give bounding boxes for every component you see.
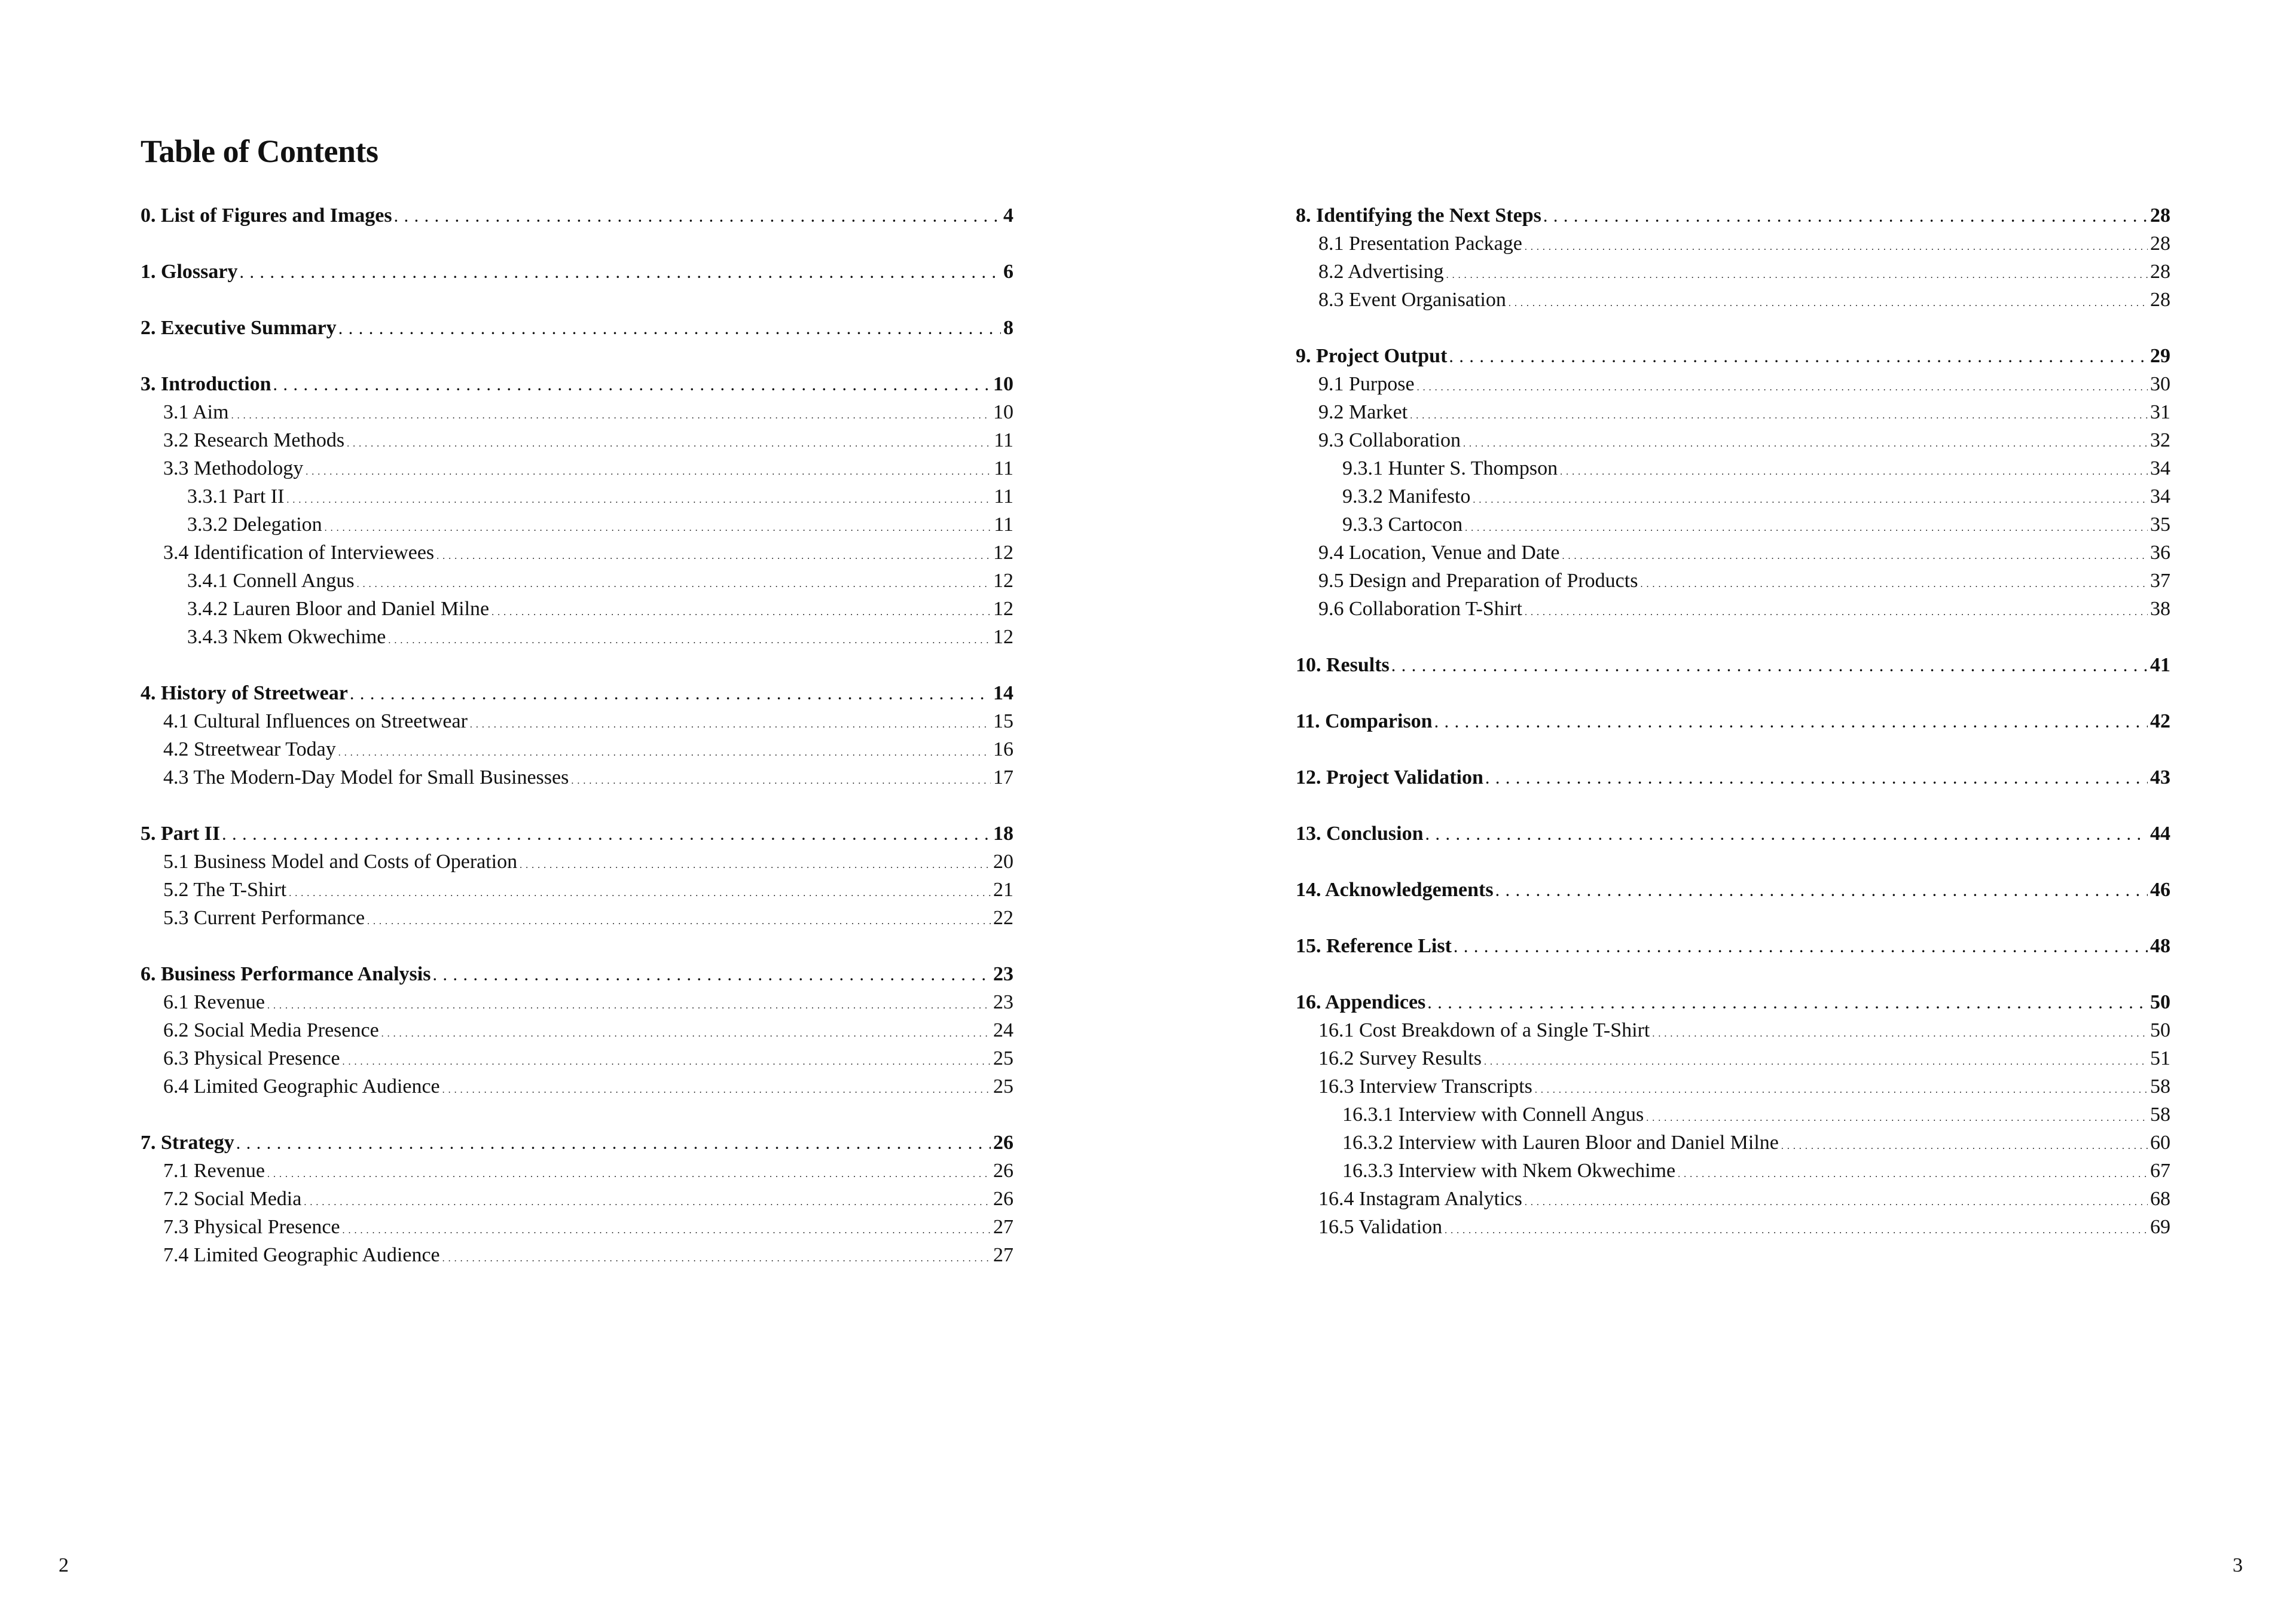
toc-section (1296, 876, 2170, 904)
toc-entry-label: 3.2 Research Methods (163, 429, 345, 451)
toc-entry-page: 58 (2150, 1104, 2170, 1126)
dot-leader (1428, 988, 2148, 1018)
toc-entry-label: 3.4.1 Connell Angus (187, 570, 355, 592)
toc-entry-page: 25 (993, 1075, 1013, 1098)
dot-leader (1781, 1129, 2148, 1160)
dot-leader (1465, 511, 2148, 542)
toc-entry-page: 27 (993, 1244, 1013, 1266)
toc-entry[interactable] (1296, 1185, 2170, 1213)
dot-leader (306, 454, 991, 486)
dot-leader (1544, 201, 2148, 231)
dot-leader (395, 201, 1001, 231)
toc-entry-page: 28 (2150, 233, 2170, 255)
dot-leader (1486, 763, 2148, 793)
toc-entry[interactable] (141, 1241, 1013, 1269)
toc-entry[interactable] (141, 454, 1013, 482)
toc-entry[interactable] (141, 735, 1013, 763)
toc-entry[interactable] (1296, 482, 2170, 511)
toc-entry-page: 22 (993, 907, 1013, 929)
toc-entry[interactable] (141, 539, 1013, 567)
toc-entry-label: 13. Conclusion (1296, 823, 1424, 845)
toc-entry[interactable] (141, 314, 1013, 342)
toc-section (1296, 932, 2170, 960)
toc-entry-page: 34 (2150, 485, 2170, 508)
dot-leader (304, 1185, 991, 1217)
dot-leader (1417, 370, 2148, 402)
dot-leader (1535, 1072, 2148, 1104)
toc-entry-label: 7. Strategy (141, 1132, 234, 1154)
toc-entry-label: 0. List of Figures and Images (141, 204, 392, 227)
dot-leader (1496, 876, 2148, 906)
toc-entry-label: 7.1 Revenue (163, 1160, 265, 1182)
toc-entry-page: 12 (993, 570, 1013, 592)
toc-entry[interactable] (141, 904, 1013, 932)
toc-entry-label: 3.4.3 Nkem Okwechime (187, 626, 386, 648)
dot-leader (436, 539, 991, 570)
dot-leader (1509, 286, 2148, 317)
dot-leader (1562, 539, 2148, 570)
toc-entry-page: 24 (993, 1019, 1013, 1041)
toc-entry-label: 6.1 Revenue (163, 991, 265, 1013)
toc-entry-page: 17 (993, 766, 1013, 788)
toc-entry[interactable] (141, 848, 1013, 876)
toc-entry-page: 12 (993, 626, 1013, 648)
toc-entry-label: 6.3 Physical Presence (163, 1047, 340, 1069)
dot-leader (347, 426, 991, 458)
toc-entry-label: 7.3 Physical Presence (163, 1216, 340, 1238)
toc-entry-page: 44 (2150, 823, 2170, 845)
toc-entry[interactable] (141, 201, 1013, 230)
toc-entry-label: 6.2 Social Media Presence (163, 1019, 379, 1041)
toc-entry-page: 25 (993, 1047, 1013, 1069)
toc-section (141, 960, 1013, 1101)
toc-entry-page: 43 (2150, 766, 2170, 788)
dot-leader (339, 314, 1001, 344)
dot-leader (286, 482, 991, 514)
toc-entry-page: 32 (2150, 429, 2170, 451)
dot-leader (1525, 230, 2148, 261)
dot-leader (388, 623, 991, 655)
toc-entry-label: 15. Reference List (1296, 935, 1452, 957)
dot-leader (1445, 1213, 2148, 1245)
toc-entry-label: 9.4 Location, Venue and Date (1318, 542, 1560, 564)
toc-entry-label: 16. Appendices (1296, 991, 1426, 1013)
toc-entry-page: 12 (993, 598, 1013, 620)
page-number-right: 3 (2233, 1554, 2243, 1576)
toc-entry-page: 51 (2150, 1047, 2170, 1069)
toc-entry-label: 9.3.3 Cartocon (1342, 514, 1463, 536)
toc-entry[interactable] (1296, 1044, 2170, 1072)
dot-leader (1446, 258, 2148, 289)
dot-leader (442, 1241, 991, 1273)
toc-entry[interactable] (141, 482, 1013, 511)
toc-entry-label: 9.3.2 Manifesto (1342, 485, 1471, 508)
toc-entry-label: 3.3.1 Part II (187, 485, 285, 508)
toc-entry[interactable] (141, 426, 1013, 454)
toc-section (141, 370, 1013, 651)
toc-entry-page: 11 (994, 514, 1013, 536)
dot-leader (1473, 482, 2148, 514)
toc-entry[interactable] (1296, 1157, 2170, 1185)
toc-entry[interactable] (141, 511, 1013, 539)
toc-entry-page: 67 (2150, 1160, 2170, 1182)
toc-entry[interactable] (1296, 651, 2170, 679)
toc-entry-page: 50 (2150, 991, 2170, 1013)
page-title: Table of Contents (141, 133, 378, 169)
toc-entry-page: 18 (993, 823, 1013, 845)
dot-leader (1410, 398, 2148, 430)
dot-leader (442, 1072, 991, 1104)
toc-entry-label: 7.2 Social Media (163, 1188, 302, 1210)
toc-entry-label: 1. Glossary (141, 261, 238, 283)
dot-leader (571, 763, 991, 795)
toc-entry[interactable] (1296, 707, 2170, 735)
toc-entry-page: 41 (2150, 654, 2170, 676)
dot-leader (343, 1044, 991, 1076)
toc-entry[interactable] (141, 679, 1013, 707)
dot-leader (1525, 595, 2148, 626)
toc-entry-label: 12. Project Validation (1296, 766, 1483, 788)
toc-entry[interactable] (141, 370, 1013, 398)
toc-entry-page: 30 (2150, 373, 2170, 395)
toc-entry-page: 23 (993, 963, 1013, 985)
toc-section (141, 201, 1013, 230)
toc-entry-page: 28 (2150, 204, 2170, 227)
dot-leader (343, 1213, 991, 1245)
toc-entry[interactable] (141, 876, 1013, 904)
toc-entry[interactable] (141, 595, 1013, 623)
toc-entry[interactable] (141, 1072, 1013, 1101)
toc-entry-page: 11 (994, 457, 1013, 479)
toc-entry[interactable] (1296, 988, 2170, 1016)
toc-entry-page: 4 (1003, 204, 1013, 227)
toc-entry-label: 9.3.1 Hunter S. Thompson (1342, 457, 1558, 479)
toc-entry[interactable] (1296, 342, 2170, 370)
toc-entry-page: 37 (2150, 570, 2170, 592)
toc-entry[interactable] (141, 763, 1013, 791)
dot-leader (1435, 707, 2148, 737)
toc-entry[interactable] (141, 1185, 1013, 1213)
dot-leader (240, 258, 1001, 288)
toc-entry-label: 16.1 Cost Breakdown of a Single T-Shirt (1318, 1019, 1650, 1041)
toc-entry[interactable] (141, 1016, 1013, 1044)
toc-entry-label: 9. Project Output (1296, 345, 1448, 367)
dot-leader (222, 820, 991, 849)
dot-leader (1525, 1185, 2148, 1217)
toc-right-column (1296, 201, 2170, 1269)
toc-entry[interactable] (141, 1044, 1013, 1072)
toc-entry-label: 11. Comparison (1296, 710, 1433, 732)
toc-entry-page: 11 (994, 485, 1013, 508)
toc-entry-page: 26 (993, 1160, 1013, 1182)
toc-entry-page: 35 (2150, 514, 2170, 536)
toc-entry-label: 4.2 Streetwear Today (163, 738, 336, 760)
dot-leader (267, 988, 991, 1020)
dot-leader (350, 679, 991, 709)
toc-entry-label: 7.4 Limited Geographic Audience (163, 1244, 440, 1266)
toc-section (1296, 651, 2170, 679)
dot-leader (1646, 1101, 2148, 1132)
toc-entry[interactable] (1296, 876, 2170, 904)
toc-entry-page: 60 (2150, 1132, 2170, 1154)
dot-leader (367, 904, 991, 936)
toc-section (1296, 201, 2170, 314)
toc-entry-label: 14. Acknowledgements (1296, 879, 1494, 901)
toc-entry-label: 5.1 Business Model and Costs of Operation (163, 851, 518, 873)
toc-entry-page: 6 (1003, 261, 1013, 283)
toc-entry[interactable] (141, 1129, 1013, 1157)
toc-entry-label: 16.2 Survey Results (1318, 1047, 1482, 1069)
toc-section (1296, 820, 2170, 848)
toc-entry-label: 9.5 Design and Preparation of Products (1318, 570, 1638, 592)
toc-entry[interactable] (141, 960, 1013, 988)
toc-entry[interactable] (1296, 1072, 2170, 1101)
toc-entry[interactable] (141, 1157, 1013, 1185)
dot-leader (1640, 567, 2148, 598)
toc-entry-label: 8.3 Event Organisation (1318, 289, 1506, 311)
toc-entry-label: 6.4 Limited Geographic Audience (163, 1075, 440, 1098)
toc-entry-label: 3.3.2 Delegation (187, 514, 322, 536)
dot-leader (1463, 426, 2148, 458)
toc-entry-page: 14 (993, 682, 1013, 704)
toc-entry-page: 10 (993, 401, 1013, 423)
toc-entry[interactable] (141, 1213, 1013, 1241)
toc-entry-label: 9.2 Market (1318, 401, 1408, 423)
toc-entry-label: 9.1 Purpose (1318, 373, 1415, 395)
toc-left-column (141, 201, 1013, 1297)
page-number-left: 2 (59, 1554, 69, 1576)
toc-entry[interactable] (1296, 258, 2170, 286)
toc-entry[interactable] (1296, 595, 2170, 623)
toc-entry-label: 5.3 Current Performance (163, 907, 365, 929)
toc-entry-label: 5.2 The T-Shirt (163, 879, 287, 901)
toc-entry-label: 9.3 Collaboration (1318, 429, 1461, 451)
toc-entry[interactable] (1296, 1016, 2170, 1044)
dot-leader (1652, 1016, 2148, 1048)
toc-entry[interactable] (141, 398, 1013, 426)
dot-leader (1426, 820, 2148, 849)
toc-entry-page: 48 (2150, 935, 2170, 957)
toc-entry-page: 28 (2150, 289, 2170, 311)
toc-entry-label: 8. Identifying the Next Steps (1296, 204, 1541, 227)
dot-leader (267, 1157, 991, 1188)
toc-entry-label: 9.6 Collaboration T-Shirt (1318, 598, 1522, 620)
toc-entry[interactable] (1296, 230, 2170, 258)
toc-entry-label: 3.3 Methodology (163, 457, 304, 479)
toc-entry-page: 36 (2150, 542, 2170, 564)
dot-leader (381, 1016, 991, 1048)
toc-entry[interactable] (1296, 286, 2170, 314)
dot-leader (289, 876, 991, 907)
toc-entry-page: 38 (2150, 598, 2170, 620)
toc-entry[interactable] (1296, 1129, 2170, 1157)
toc-entry-label: 16.3.1 Interview with Connell Angus (1342, 1104, 1644, 1126)
toc-entry[interactable] (1296, 398, 2170, 426)
dot-leader (470, 707, 991, 739)
toc-entry[interactable] (141, 707, 1013, 735)
toc-entry[interactable] (141, 988, 1013, 1016)
toc-entry-page: 12 (993, 542, 1013, 564)
toc-entry[interactable] (141, 258, 1013, 286)
dot-leader (338, 735, 991, 767)
toc-entry-page: 10 (993, 373, 1013, 395)
toc-entry[interactable] (1296, 932, 2170, 960)
toc-entry[interactable] (1296, 539, 2170, 567)
toc-entry-page: 29 (2150, 345, 2170, 367)
toc-entry-page: 16 (993, 738, 1013, 760)
toc-entry[interactable] (1296, 201, 2170, 230)
dot-leader (1449, 342, 2148, 372)
dot-leader (1484, 1044, 2148, 1076)
toc-section (1296, 988, 2170, 1241)
dot-leader (237, 1129, 991, 1159)
toc-entry-label: 16.4 Instagram Analytics (1318, 1188, 1522, 1210)
toc-entry-label: 6. Business Performance Analysis (141, 963, 431, 985)
toc-entry-label: 16.3.2 Interview with Lauren Bloor and Daniel Milne (1342, 1132, 1779, 1154)
dot-leader (433, 960, 991, 990)
toc-section (141, 820, 1013, 932)
dot-leader (1560, 454, 2148, 486)
dot-leader (520, 848, 991, 879)
toc-entry-page: 58 (2150, 1075, 2170, 1098)
toc-entry[interactable] (1296, 763, 2170, 791)
dot-leader (274, 370, 991, 400)
toc-entry[interactable] (1296, 454, 2170, 482)
toc-entry-page: 28 (2150, 261, 2170, 283)
toc-entry[interactable] (141, 567, 1013, 595)
toc-entry-page: 26 (993, 1132, 1013, 1154)
toc-entry[interactable] (1296, 567, 2170, 595)
toc-entry-page: 46 (2150, 879, 2170, 901)
toc-entry-page: 31 (2150, 401, 2170, 423)
toc-entry-page: 26 (993, 1188, 1013, 1210)
toc-entry-label: 4.1 Cultural Influences on Streetwear (163, 710, 468, 732)
dot-leader (1454, 932, 2148, 962)
toc-section (141, 679, 1013, 791)
toc-entry-label: 5. Part II (141, 823, 221, 845)
toc-entry[interactable] (141, 820, 1013, 848)
dot-leader (231, 398, 991, 430)
toc-entry-page: 21 (993, 879, 1013, 901)
toc-entry-label: 3.4.2 Lauren Bloor and Daniel Milne (187, 598, 490, 620)
toc-entry-label: 16.3.3 Interview with Nkem Okwechime (1342, 1160, 1676, 1182)
dot-leader (325, 511, 992, 542)
toc-entry-page: 8 (1003, 317, 1013, 339)
toc-entry-label: 3.4 Identification of Interviewees (163, 542, 435, 564)
toc-entry-page: 69 (2150, 1216, 2170, 1238)
toc-entry-label: 16.3 Interview Transcripts (1318, 1075, 1532, 1098)
toc-entry[interactable] (1296, 820, 2170, 848)
toc-section (141, 1129, 1013, 1269)
toc-section (1296, 763, 2170, 791)
dot-leader (357, 567, 991, 598)
toc-entry-page: 11 (994, 429, 1013, 451)
toc-entry[interactable] (1296, 511, 2170, 539)
toc-entry-label: 3. Introduction (141, 373, 271, 395)
toc-entry-label: 3.1 Aim (163, 401, 229, 423)
toc-entry-page: 34 (2150, 457, 2170, 479)
toc-entry-page: 27 (993, 1216, 1013, 1238)
toc-entry-page: 50 (2150, 1019, 2170, 1041)
toc-entry-label: 4.3 The Modern-Day Model for Small Businesses (163, 766, 569, 788)
toc-entry-label: 8.2 Advertising (1318, 261, 1444, 283)
toc-entry-page: 42 (2150, 710, 2170, 732)
toc-entry-label: 16.5 Validation (1318, 1216, 1443, 1238)
toc-entry[interactable] (1296, 1101, 2170, 1129)
toc-entry[interactable] (141, 623, 1013, 651)
toc-entry-label: 4. History of Streetwear (141, 682, 348, 704)
toc-entry[interactable] (1296, 426, 2170, 454)
toc-entry-label: 2. Executive Summary (141, 317, 337, 339)
toc-entry-page: 23 (993, 991, 1013, 1013)
toc-entry-label: 10. Results (1296, 654, 1390, 676)
toc-section (1296, 342, 2170, 623)
toc-entry[interactable] (1296, 1213, 2170, 1241)
toc-entry-page: 15 (993, 710, 1013, 732)
toc-section (141, 258, 1013, 286)
toc-entry[interactable] (1296, 370, 2170, 398)
toc-entry-page: 68 (2150, 1188, 2170, 1210)
toc-entry-label: 8.1 Presentation Package (1318, 233, 1522, 255)
toc-section (1296, 707, 2170, 735)
dot-leader (1678, 1157, 2148, 1188)
toc-section (141, 314, 1013, 342)
toc-entry-page: 20 (993, 851, 1013, 873)
dot-leader (1392, 651, 2148, 681)
dot-leader (491, 595, 991, 626)
